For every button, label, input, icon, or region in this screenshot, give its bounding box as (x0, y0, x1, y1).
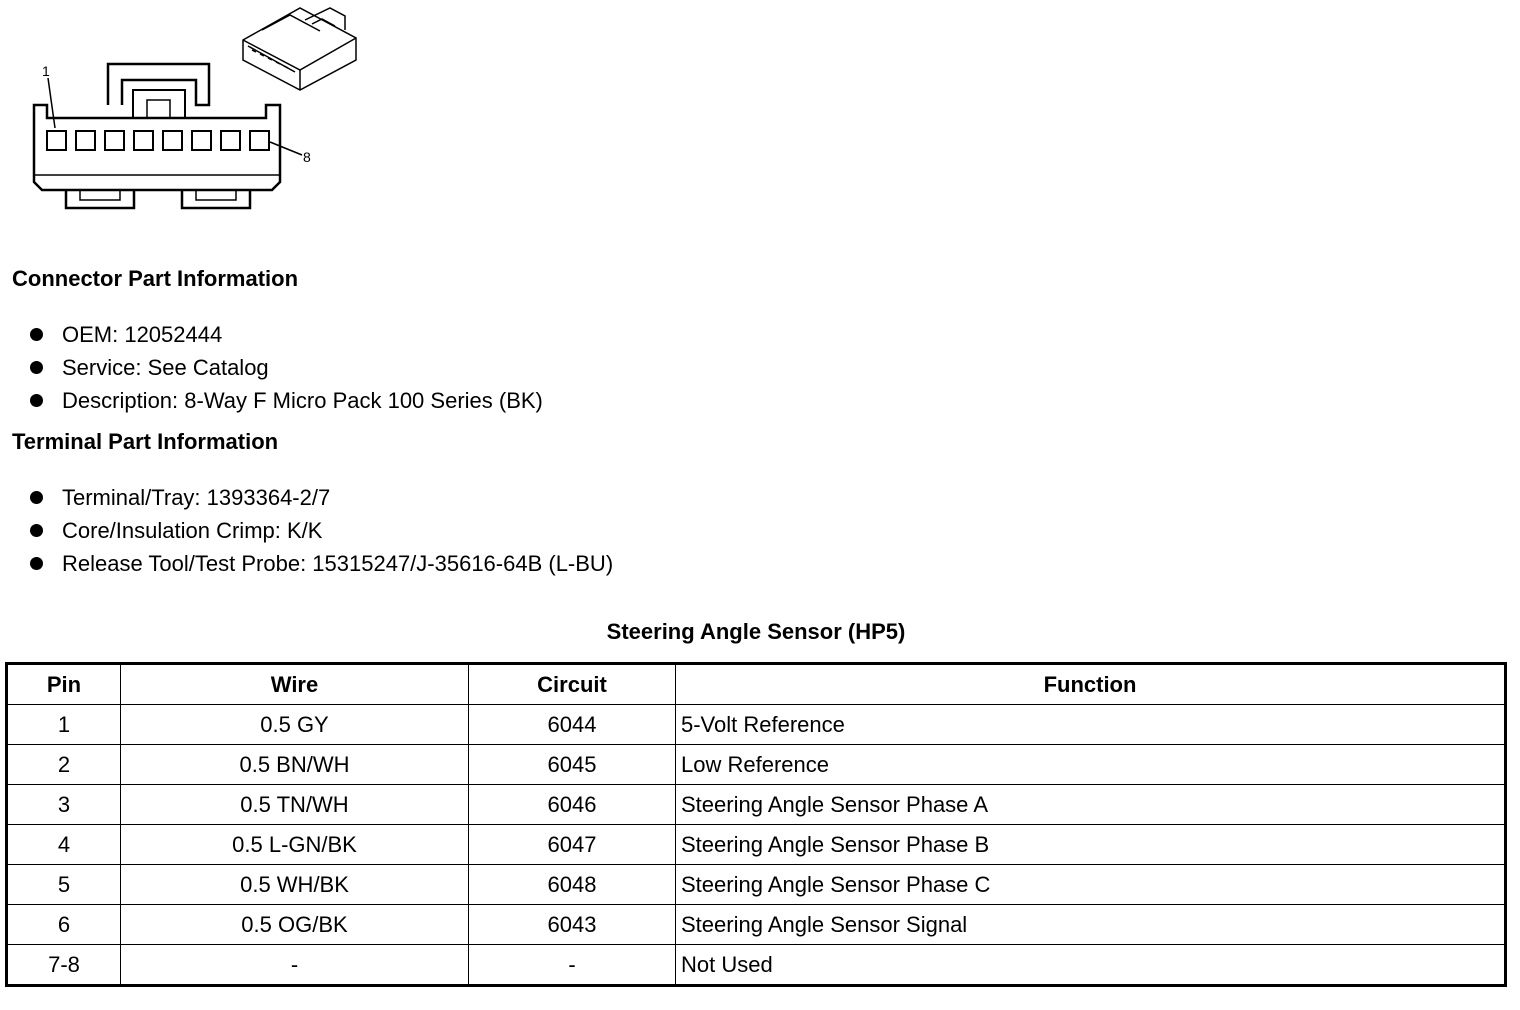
list-item-text: Description: 8-Way F Micro Pack 100 Series (BK) (62, 388, 543, 413)
table-row (7, 705, 1506, 745)
connector-body (34, 105, 280, 190)
table-row (7, 825, 1506, 865)
bullet-icon (30, 361, 43, 374)
list-item-text: Release Tool/Test Probe: 15315247/J-35616-64B (L-BU) (62, 551, 614, 576)
cell-pin: 4 (7, 825, 121, 865)
latch-inner (133, 90, 185, 118)
cell-function: Steering Angle Sensor Phase C (676, 865, 1506, 905)
list-item (30, 547, 613, 580)
connector-foot-left (66, 190, 134, 208)
bullet-icon (30, 491, 43, 504)
bullet-icon (30, 328, 43, 341)
pin-1-leader (48, 78, 55, 128)
cavity-6 (192, 131, 211, 150)
cell-function: Steering Angle Sensor Signal (676, 905, 1506, 945)
cell-circuit: 6048 (469, 865, 676, 905)
connector-isometric-icon (243, 8, 356, 90)
connector-info-heading: Connector Part Information (12, 266, 299, 291)
cell-circuit: 6043 (469, 905, 676, 945)
bullet-icon (30, 394, 43, 407)
cavity-row (47, 131, 269, 150)
cell-pin: 3 (7, 785, 121, 825)
cell-pin: 5 (7, 865, 121, 905)
list-item (30, 514, 613, 547)
pin-8-label: 8 (303, 149, 311, 165)
foot-left-inner (80, 190, 120, 200)
connector-face-drawing (0, 0, 400, 230)
cell-function: Steering Angle Sensor Phase B (676, 825, 1506, 865)
list-item (30, 384, 543, 417)
pin-table (5, 662, 1507, 987)
list-item-text: OEM: 12052444 (62, 322, 223, 347)
cell-circuit: 6045 (469, 745, 676, 785)
cell-pin: 1 (7, 705, 121, 745)
table-row (7, 905, 1506, 945)
cell-function: Not Used (676, 945, 1506, 986)
header-circuit: Circuit (469, 664, 676, 705)
connector-latch (108, 64, 209, 105)
connector-foot-right (182, 190, 250, 208)
foot-right-inner (196, 190, 236, 200)
pin-8-leader (270, 142, 302, 155)
cell-function: Low Reference (676, 745, 1506, 785)
header-function: Function (676, 664, 1506, 705)
bullet-icon (30, 557, 43, 570)
cell-circuit: 6044 (469, 705, 676, 745)
cavity-3 (105, 131, 124, 150)
cavity-8 (250, 131, 269, 150)
table-row (7, 945, 1506, 986)
list-item-text: Terminal/Tray: 1393364-2/7 (62, 485, 331, 510)
cavity-1 (47, 131, 66, 150)
cell-wire: 0.5 WH/BK (121, 865, 469, 905)
cell-function: Steering Angle Sensor Phase A (676, 785, 1506, 825)
cavity-5 (163, 131, 182, 150)
header-pin: Pin (7, 664, 121, 705)
cavity-2 (76, 131, 95, 150)
table-row (7, 865, 1506, 905)
cell-circuit: 6047 (469, 825, 676, 865)
table-row (7, 785, 1506, 825)
cell-pin: 6 (7, 905, 121, 945)
connector-diagram (0, 0, 400, 230)
bullet-icon (30, 524, 43, 537)
connector-info-list (30, 318, 543, 417)
pin-1-label: 1 (42, 63, 50, 79)
cavity-4 (134, 131, 153, 150)
terminal-info-heading: Terminal Part Information (12, 429, 279, 454)
list-item-text: Core/Insulation Crimp: K/K (62, 518, 323, 543)
list-item (30, 318, 543, 351)
latch-tab (147, 100, 170, 118)
list-item (30, 481, 613, 514)
cell-wire: 0.5 TN/WH (121, 785, 469, 825)
cell-circuit: - (469, 945, 676, 986)
table-row (7, 745, 1506, 785)
list-item-text: Service: See Catalog (62, 355, 269, 380)
list-item (30, 351, 543, 384)
cell-function: 5-Volt Reference (676, 705, 1506, 745)
cell-wire: 0.5 GY (121, 705, 469, 745)
cell-wire: 0.5 L-GN/BK (121, 825, 469, 865)
cell-wire: 0.5 BN/WH (121, 745, 469, 785)
cell-pin: 2 (7, 745, 121, 785)
cavity-7 (221, 131, 240, 150)
terminal-info-list (30, 481, 613, 580)
cell-wire: 0.5 OG/BK (121, 905, 469, 945)
cell-wire: - (121, 945, 469, 986)
table-header-row (7, 664, 1506, 705)
cell-pin: 7-8 (7, 945, 121, 986)
pin-table-title: Steering Angle Sensor (HP5) (606, 619, 906, 644)
header-wire: Wire (121, 664, 469, 705)
cell-circuit: 6046 (469, 785, 676, 825)
